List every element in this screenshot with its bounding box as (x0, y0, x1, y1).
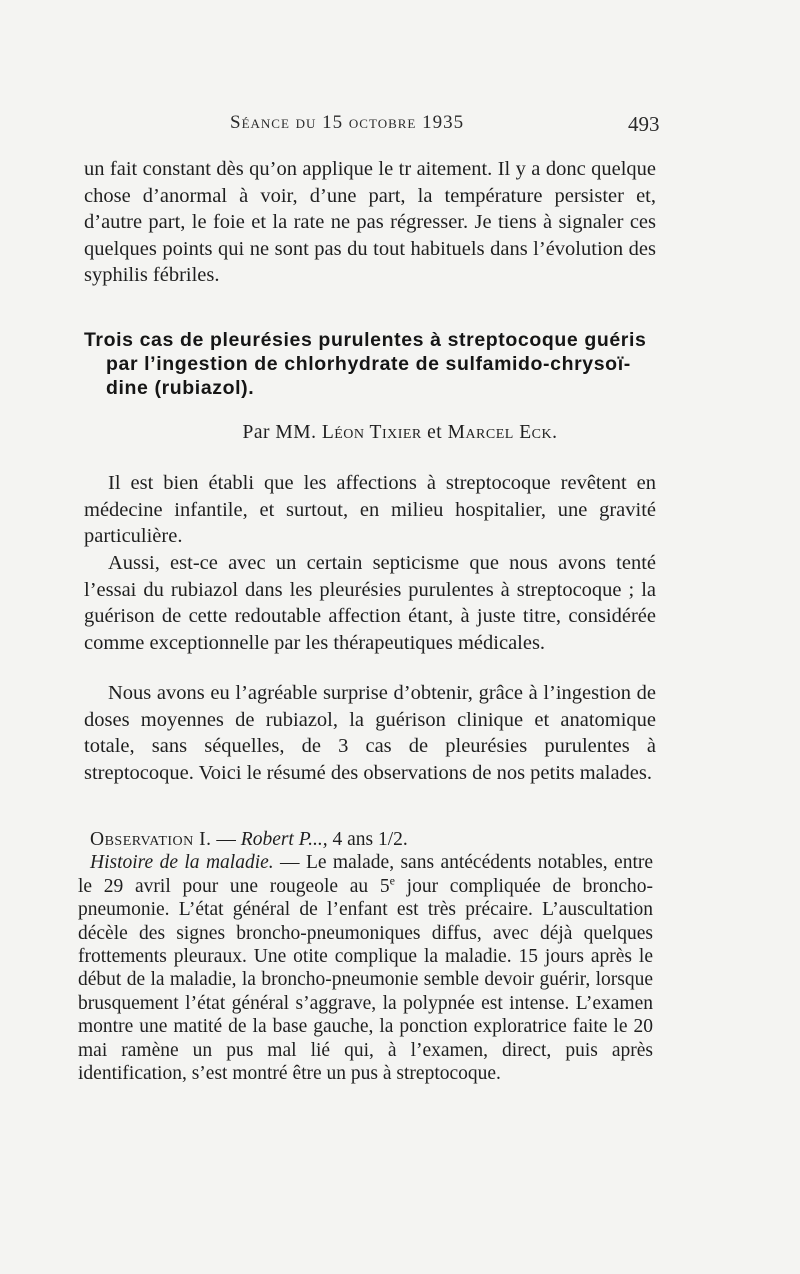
continuation-text: un fait constant dès qu’on applique le tr aitement. Il y a donc quelque chose d’anormal à voir, d’une part, la température persister et, d’autre part, le foie et la rate ne pas régresser. Je tiens à signaler ces quelques points qui ne sont pas du tout habituels dans l’évolution des syphilis fébriles. (84, 158, 656, 287)
observation-dash: — (211, 829, 241, 850)
observation-label: Observation I. (90, 829, 212, 850)
observation-history (78, 851, 653, 1085)
observation-age: 4 ans 1/2. (327, 829, 408, 850)
history-text-b: jour compliquée de broncho-pneumonie. L’état général de l’enfant est très précaire. L’auscultation décèle des signes broncho-pneumoniques diffus, avec déjà quelques frottements pleuraux. Une otite complique la maladie. 15 jours après le début de la maladie, la broncho-pneumonie semble devoir guérir, lorsque brusquement l’état général s’aggrave, la polypnée est intense. L’examen montre une matité de la base gauche, la ponction exploratrice faite le 20 mai ramène un pus mal lié qui, à l’examen, direct, puis après identification, s’est montré être un pus à streptocoque. (78, 875, 653, 1085)
title-line-1: Trois cas de pleurésies purulentes à streptocoque guéris (84, 329, 647, 351)
history-superscript: e (389, 873, 395, 888)
title-line-3: dine (rubiazol). (106, 377, 255, 399)
article-title (84, 328, 674, 400)
body-paragraph-1 (84, 470, 656, 550)
history-label: Histoire de la maladie. (90, 852, 274, 874)
running-head: Séance du 15 octobre 1935 (230, 112, 465, 133)
body-paragraph-2 (84, 550, 656, 656)
body-paragraph-3-text: Nous avons eu l’agréable surprise d’obtenir, grâce à l’ingestion de doses moyennes de rubiazol, la guérison clinique et anatomique totale, sans séquelles, de 3 cas de pleurésies purulentes à streptocoque. Voici le résumé des observations de nos petits malades. (84, 682, 656, 784)
body-paragraph-2-text: Aussi, est-ce avec un certain septicisme que nous avons tenté l’essai du rubiazol dans les pleurésies purulentes à streptocoque ; la guérison de cette redoutable affection étant, à juste titre, considérée comme exceptionnelle par les thérapeutiques médicales. (84, 552, 656, 654)
observation-section (78, 828, 653, 1085)
authors-conjunction: et (427, 422, 443, 443)
body-paragraph-3 (84, 680, 656, 786)
body-paragraph-1-text: Il est bien établi que les affections à streptocoque revêtent en médecine infantile, et surtout, en milieu hospitalier, une gravité particulière. (84, 472, 656, 548)
continuation-paragraph (84, 156, 656, 289)
page-number: 493 (628, 112, 660, 136)
article-authors (0, 422, 800, 444)
title-line-2: par l’ingestion de chlorhydrate de sulfamido-chrysoï- (106, 353, 631, 375)
author-2: Marcel Eck. (447, 422, 558, 443)
authors-prefix: Par MM. (242, 422, 317, 443)
observation-patient: Robert P..., (240, 829, 328, 850)
observation-heading (78, 828, 653, 851)
history-text-a: — Le malade, sans antécédents notables, entre le 29 avril pour une rougeole au 5 (78, 852, 654, 897)
author-1: Léon Tixier (321, 422, 422, 443)
